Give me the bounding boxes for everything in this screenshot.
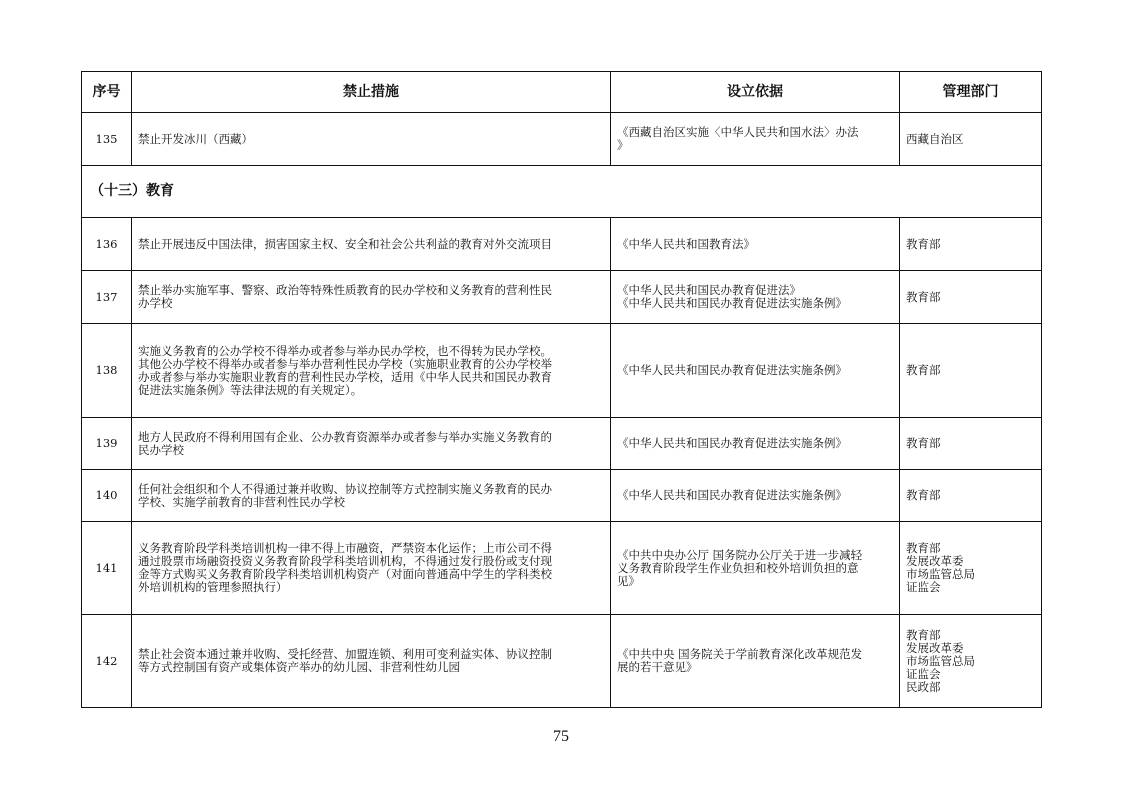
row-basis — [611, 324, 900, 418]
basis-line: 《西藏自治区实施〈中华人民共和国水法〉办法 — [617, 125, 859, 139]
measure-line: 办或者参与举办实施职业教育的营利性民办学校，适用《中华人民共和国民办教育 — [138, 369, 552, 384]
row-num: 135 — [82, 113, 132, 166]
row-basis — [611, 218, 900, 271]
measure-line: 地方人民政府不得利用国有企业、公办教育资源举办或者参与举办实施义务教育的 — [138, 429, 552, 444]
measure-line: 学校、实施学前教育的非营利性民办学校 — [138, 494, 345, 509]
row-dept — [900, 324, 1042, 418]
row-measure — [132, 324, 611, 418]
row-basis — [611, 522, 900, 615]
measure-line: 通过股票市场融资投资义务教育阶段学科类培训机构，不得通过发行股份或支付现 — [138, 554, 552, 568]
measure-line: 金等方式购买义务教育阶段学科类培训机构资产（对面向普通高中学生的学科类校 — [138, 567, 552, 581]
row-measure — [132, 271, 611, 324]
measure-line: 其他公办学校不得举办或者参与举办营利性民办学校（实施职业教育的公办学校举 — [138, 356, 552, 371]
measure-line: 实施义务教育的公办学校不得举办或者参与举办民办学校，也不得转为民办学校。 — [138, 343, 552, 358]
dept-line: 发展改革委 — [906, 640, 964, 655]
table-row-139 — [82, 418, 1042, 470]
table-row-135 — [82, 113, 1042, 166]
regulation-table — [81, 71, 1042, 708]
row-dept — [900, 522, 1042, 615]
dept-line: 教育部 — [906, 436, 941, 450]
basis-line: 《中华人民共和国民办教育促进法实施条例》 — [617, 436, 847, 450]
dept-line: 发展改革委 — [906, 554, 964, 568]
measure-line: 外培训机构的管理参照执行） — [138, 580, 288, 594]
dept-line: 市场监管总局 — [906, 567, 975, 581]
row-num: 141 — [82, 522, 132, 615]
header-num: 序号 — [82, 72, 132, 113]
header-dept: 管理部门 — [900, 72, 1042, 113]
section-title: （十三）教育 — [82, 166, 1042, 218]
row-num: 139 — [82, 418, 132, 470]
page-number: 75 — [553, 728, 569, 745]
header-measure: 禁止措施 — [132, 72, 611, 113]
dept-line: 民政部 — [906, 679, 941, 694]
table-row-137 — [82, 271, 1042, 324]
measure-line: 促进法实施条例》等法律法规的有关规定）。 — [138, 382, 363, 397]
row-measure — [132, 470, 611, 522]
measure-line: 办学校 — [138, 296, 173, 310]
header-basis: 设立依据 — [611, 72, 900, 113]
dept-line: 证监会 — [906, 580, 941, 594]
row-basis — [611, 113, 900, 166]
basis-line: 《中华人民共和国民办教育促进法实施条例》 — [617, 296, 847, 310]
row-dept — [900, 418, 1042, 470]
table-row-136 — [82, 218, 1042, 271]
row-measure — [132, 418, 611, 470]
measure-line: 禁止社会资本通过兼并收购、受托经营、加盟连锁、利用可变利益实体、协议控制 — [138, 647, 552, 661]
basis-line: 《中华人民共和国民办教育促进法》 — [617, 283, 801, 297]
measure-line: 等方式控制国有资产或集体资产举办的幼儿园、非营利性幼儿园 — [138, 660, 460, 674]
row-basis — [611, 418, 900, 470]
dept-line: 市场监管总局 — [906, 653, 975, 668]
row-measure — [132, 218, 611, 271]
row-basis — [611, 615, 900, 708]
dept-line: 证监会 — [906, 666, 941, 681]
basis-line: 《中华人民共和国教育法》 — [617, 236, 755, 251]
basis-line: 》 — [617, 138, 629, 152]
row-num: 136 — [82, 218, 132, 271]
row-num: 137 — [82, 271, 132, 324]
row-dept — [900, 615, 1042, 708]
dept-line: 教育部 — [906, 236, 941, 251]
row-dept — [900, 271, 1042, 324]
table-header-row — [82, 72, 1042, 113]
basis-line: 见》 — [617, 573, 640, 588]
table-row-142 — [82, 615, 1042, 708]
dept-line: 教育部 — [906, 363, 941, 377]
row-dept — [900, 113, 1042, 166]
section-row — [82, 166, 1042, 218]
row-dept — [900, 470, 1042, 522]
table-row-141 — [82, 522, 1042, 615]
row-basis — [611, 470, 900, 522]
row-num: 142 — [82, 615, 132, 708]
dept-line: 教育部 — [906, 289, 941, 304]
row-dept — [900, 218, 1042, 271]
row-measure: 禁止开发冰川（西藏） — [132, 113, 611, 166]
measure-line: 民办学校 — [138, 442, 184, 457]
basis-line: 展的若干意见》 — [617, 660, 698, 674]
dept-line: 教育部 — [906, 627, 941, 642]
measure-line: 禁止开展违反中国法律，损害国家主权、安全和社会公共利益的教育对外交流项目 — [138, 236, 552, 251]
basis-line: 《中华人民共和国民办教育促进法实施条例》 — [617, 363, 847, 377]
row-num: 140 — [82, 470, 132, 522]
dept-line: 教育部 — [906, 488, 941, 502]
measure-line: 义务教育阶段学科类培训机构一律不得上市融资，严禁资本化运作；上市公司不得 — [138, 541, 552, 555]
dept-line: 西藏自治区 — [906, 131, 964, 146]
row-basis — [611, 271, 900, 324]
row-measure — [132, 522, 611, 615]
basis-line: 《中华人民共和国民办教育促进法实施条例》 — [617, 488, 847, 502]
measure-line: 任何社会组织和个人不得通过兼并收购、协议控制等方式控制实施义务教育的民办 — [138, 481, 552, 496]
table-row-138 — [82, 324, 1042, 418]
row-num: 138 — [82, 324, 132, 418]
table-row-140 — [82, 470, 1042, 522]
basis-line: 《中共中央 国务院关于学前教育深化改革规范发 — [617, 647, 863, 661]
basis-line: 《中共中央办公厅 国务院办公厅关于进一步减轻 — [617, 547, 863, 562]
basis-line: 义务教育阶段学生作业负担和校外培训负担的意 — [617, 560, 859, 575]
dept-line: 教育部 — [906, 541, 941, 555]
row-measure — [132, 615, 611, 708]
measure-line: 禁止举办实施军事、警察、政治等特殊性质教育的民办学校和义务教育的营利性民 — [138, 283, 552, 297]
